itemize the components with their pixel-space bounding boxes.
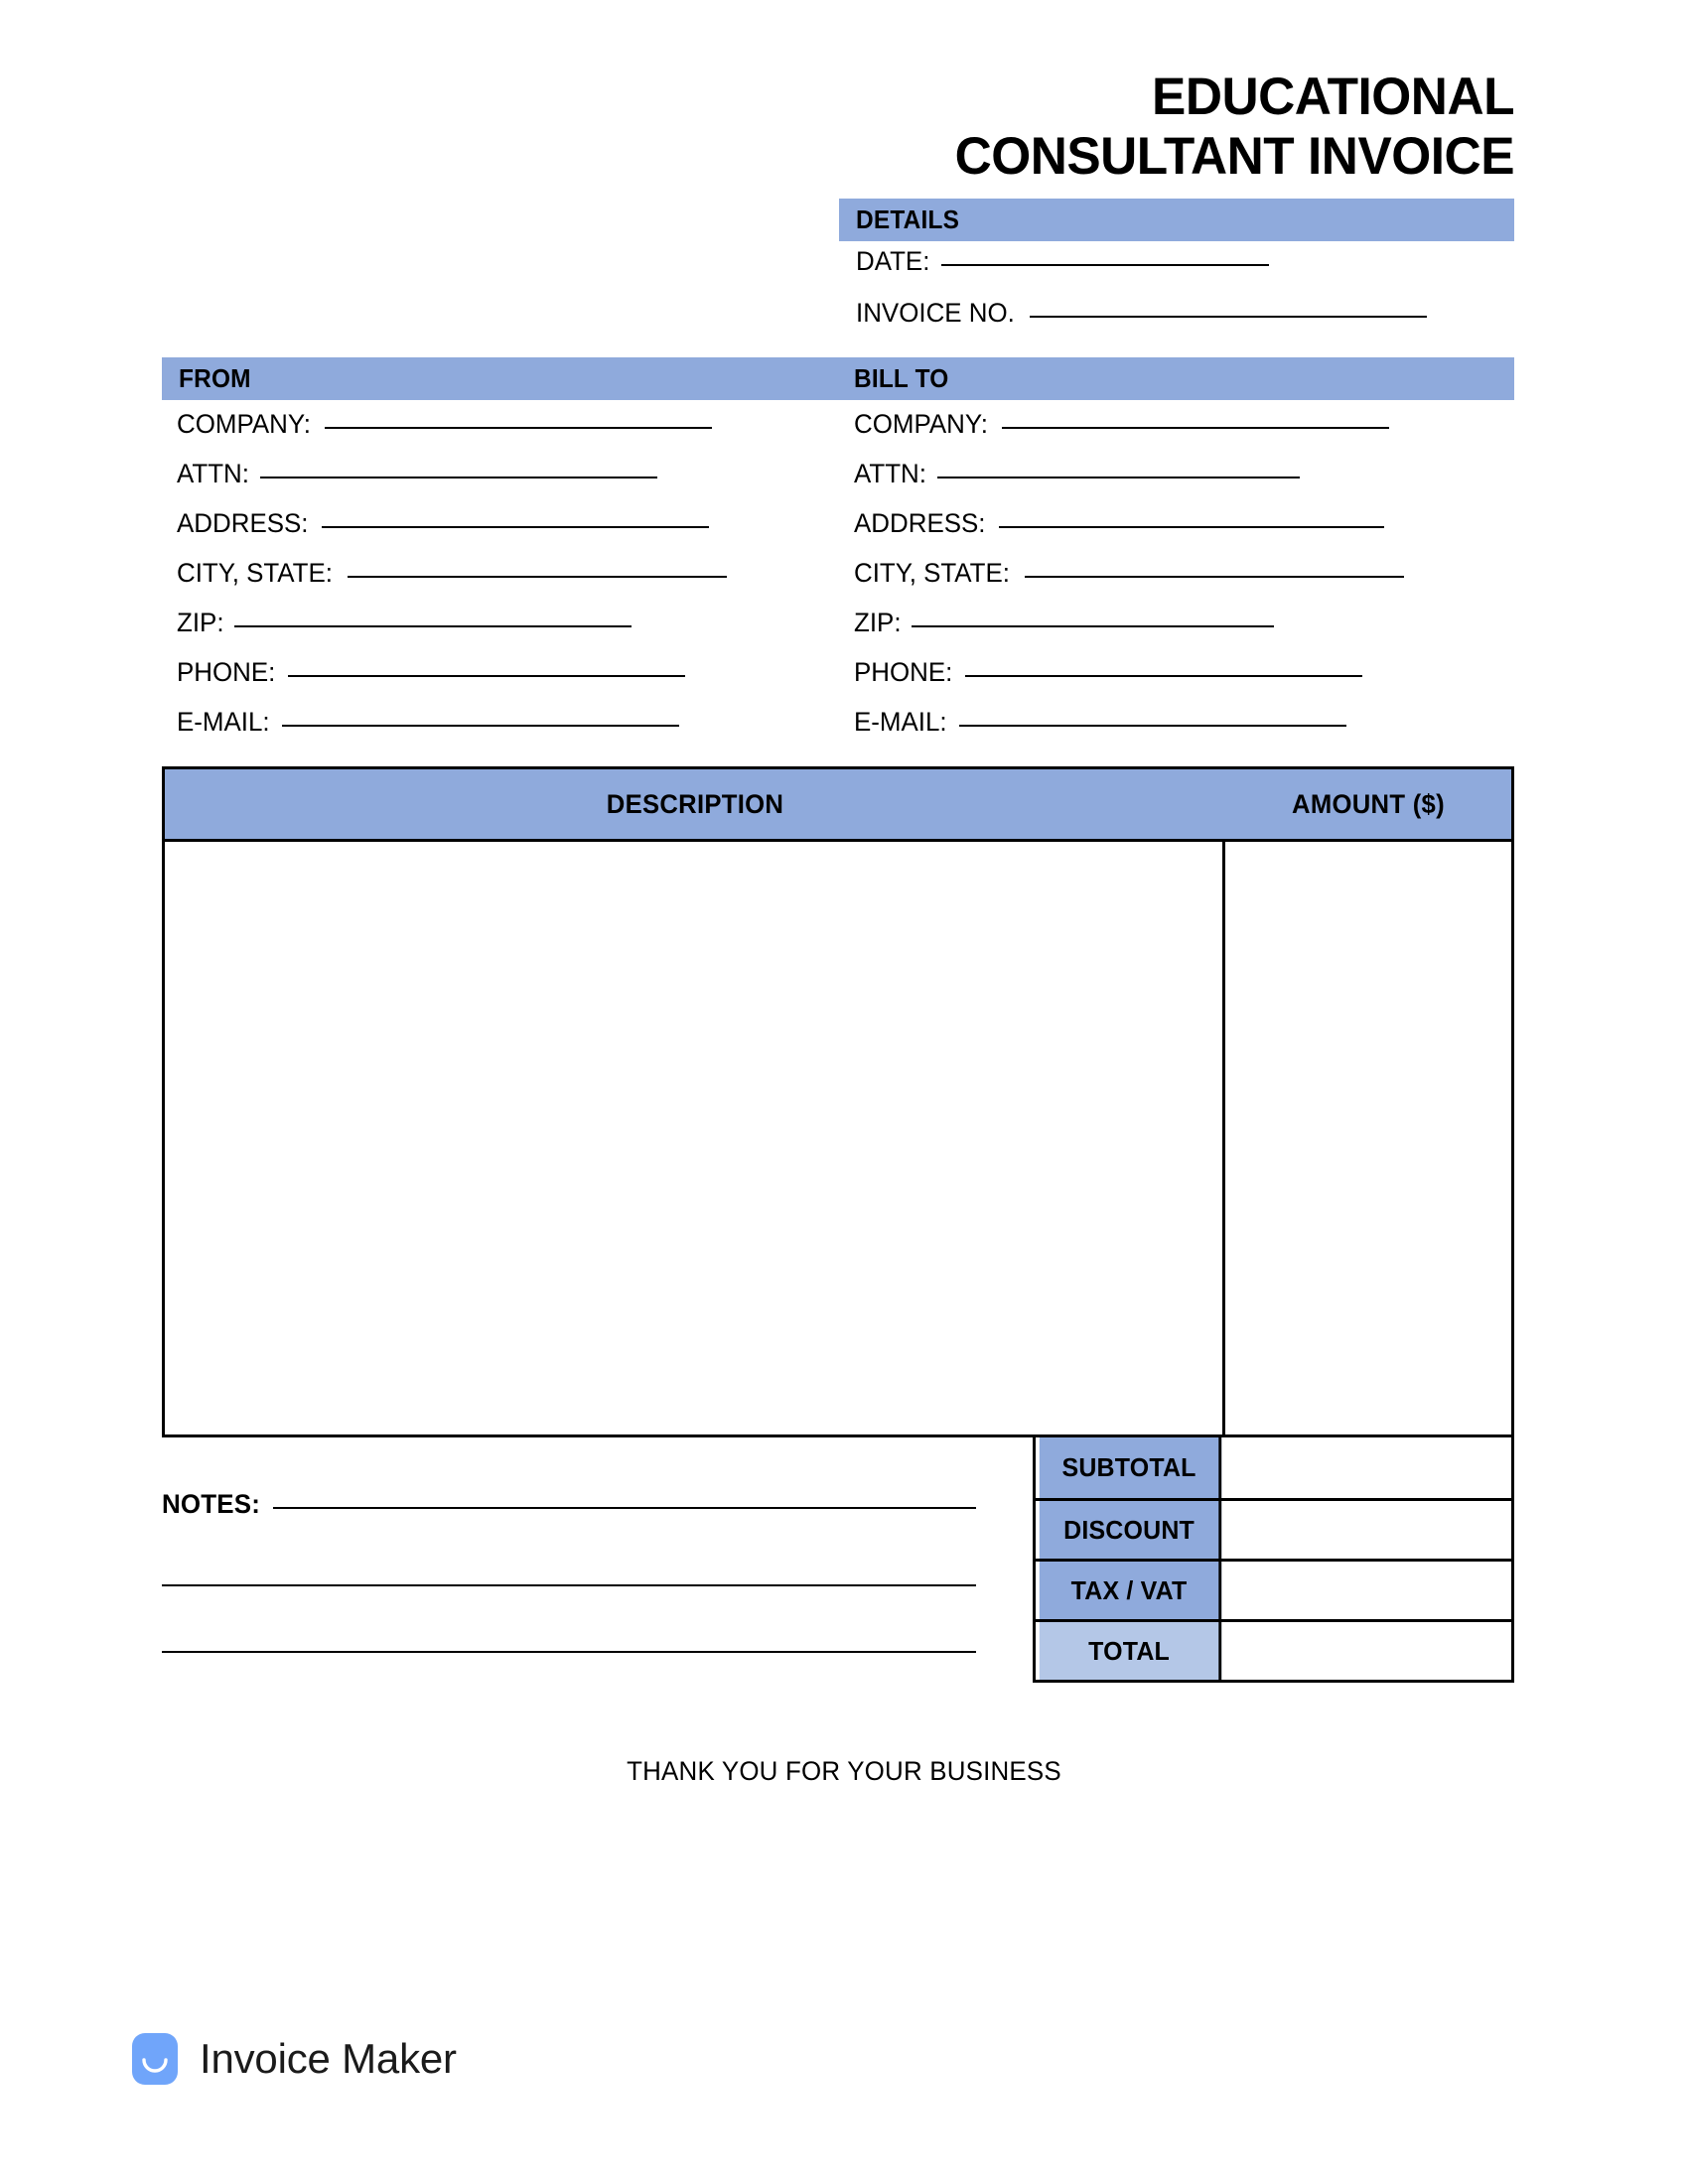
billto-field-company [854,409,1404,459]
from-field-company [177,409,727,459]
line-items-header-row [165,769,1511,842]
totals-total-label: TOTAL [1040,1622,1221,1680]
from-field-zip [177,608,727,657]
from-fields [177,409,727,756]
billto-zip-label: ZIP: [854,608,902,637]
field-invoice-no-label: INVOICE NO. [856,298,1015,328]
billto-header-label: BILL TO [854,363,949,393]
from-zip-label: ZIP: [177,608,224,637]
from-field-address [177,508,727,558]
details-fields [856,246,1427,349]
notes-section [162,1489,976,1653]
from-address-input[interactable] [322,525,709,528]
from-company-input[interactable] [325,426,712,429]
notes-label: NOTES: [162,1489,261,1519]
brand-footer [132,2033,457,2085]
billto-company-label: COMPANY: [854,409,988,439]
from-address-label: ADDRESS: [177,508,309,538]
line-items-table [162,766,1514,1437]
thank-you-message [0,1756,1688,1787]
totals-row-discount [1036,1498,1511,1559]
line-items-amount-area[interactable] [1225,842,1511,1434]
notes-first-line [162,1489,976,1520]
line-items-description-area[interactable] [165,842,1225,1434]
billto-zip-input[interactable] [912,624,1274,627]
field-date-input[interactable] [941,263,1269,266]
from-city-state-label: CITY, STATE: [177,558,333,588]
billto-field-phone [854,657,1404,707]
from-company-label: COMPANY: [177,409,311,439]
totals-subtotal-value[interactable] [1225,1437,1511,1498]
billto-fields [854,409,1404,756]
totals-table [1033,1437,1514,1683]
field-date-label: DATE: [856,246,930,276]
from-attn-label: ATTN: [177,459,249,488]
brand-name: Invoice Maker [200,2035,457,2082]
column-header-amount: AMOUNT ($) [1292,788,1445,819]
totals-tax-value[interactable] [1225,1562,1511,1619]
billto-field-address [854,508,1404,558]
from-field-phone [177,657,727,707]
from-phone-label: PHONE: [177,657,276,687]
totals-row-subtotal [1036,1437,1511,1498]
totals-row-total [1036,1619,1511,1680]
notes-input-line-3[interactable] [162,1650,976,1653]
title-line-1: EDUCATIONAL [1152,68,1514,126]
from-header-label: FROM [179,363,251,393]
totals-subtotal-label: SUBTOTAL [1040,1437,1221,1498]
billto-company-input[interactable] [1002,426,1389,429]
details-section-header [839,199,1514,241]
billto-attn-input[interactable] [937,476,1300,478]
from-section-header [162,357,837,400]
column-header-description: DESCRIPTION [606,788,784,819]
totals-row-tax [1036,1559,1511,1619]
page-title [695,68,1514,187]
title-line-2: CONSULTANT INVOICE [954,127,1514,186]
from-field-email [177,707,727,756]
smile-logo-icon [132,2033,178,2085]
billto-section-header [837,357,1514,400]
from-email-label: E-MAIL: [177,707,270,737]
totals-tax-label: TAX / VAT [1040,1562,1221,1619]
billto-address-input[interactable] [999,525,1384,528]
billto-city-state-label: CITY, STATE: [854,558,1010,588]
notes-input-line-2[interactable] [162,1583,976,1586]
billto-field-attn [854,459,1404,508]
billto-email-label: E-MAIL: [854,707,947,737]
line-items-body [165,842,1511,1434]
from-zip-input[interactable] [234,624,632,627]
billto-phone-input[interactable] [965,674,1362,677]
notes-input-line-1[interactable] [273,1506,976,1509]
billto-field-city-state [854,558,1404,608]
totals-total-value[interactable] [1225,1622,1511,1680]
from-phone-input[interactable] [288,674,685,677]
thank-you-text: THANK YOU FOR YOUR BUSINESS [627,1756,1061,1786]
totals-discount-value[interactable] [1225,1501,1511,1559]
billto-field-zip [854,608,1404,657]
from-field-city-state [177,558,727,608]
billto-address-label: ADDRESS: [854,508,986,538]
field-date [856,246,1427,298]
billto-phone-label: PHONE: [854,657,953,687]
from-city-state-input[interactable] [348,575,727,578]
from-attn-input[interactable] [260,476,657,478]
billto-city-state-input[interactable] [1025,575,1404,578]
billto-field-email [854,707,1404,756]
billto-attn-label: ATTN: [854,459,926,488]
field-invoice-no [856,298,1427,349]
billto-email-input[interactable] [959,724,1346,727]
from-field-attn [177,459,727,508]
field-invoice-no-input[interactable] [1030,315,1427,318]
from-email-input[interactable] [282,724,679,727]
totals-discount-label: DISCOUNT [1040,1501,1221,1559]
details-header-label: DETAILS [856,205,960,234]
